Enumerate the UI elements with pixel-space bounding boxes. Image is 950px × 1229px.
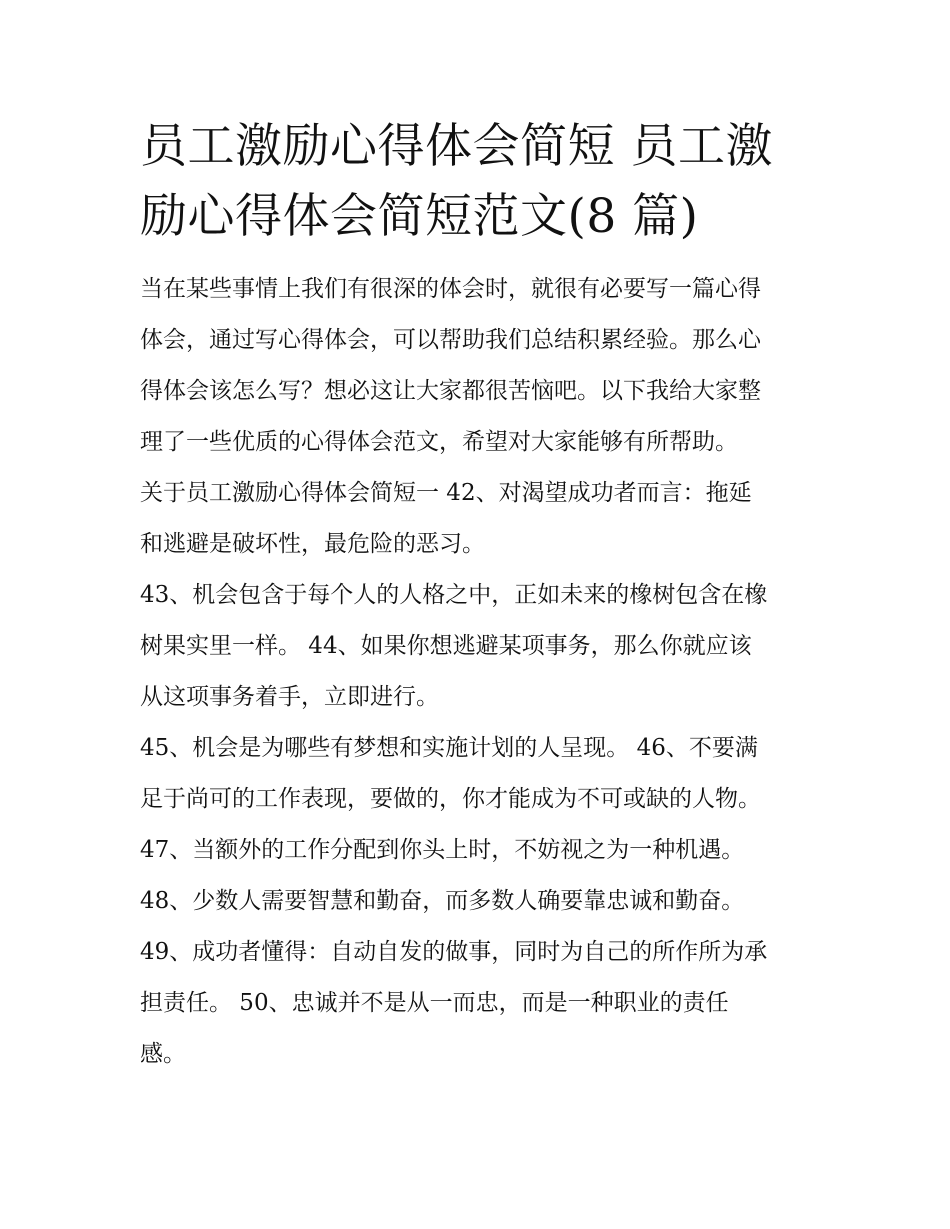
text-line: 足于尚可的工作表现，要做的，你才能成为不可或缺的人物。	[140, 786, 761, 812]
intro-paragraph	[140, 264, 820, 468]
text-line: 49、成功者懂得：自动自发的做事，同时为自己的所作所为承	[140, 939, 768, 965]
document-title	[140, 112, 820, 252]
item-paragraph	[140, 927, 820, 1080]
document-body	[140, 264, 820, 1080]
text-line: 48、少数人需要智慧和勤奋，而多数人确要靠忠诚和勤奋。	[140, 888, 745, 914]
section-paragraph	[140, 468, 820, 570]
text-line: 体会，通过写心得体会，可以帮助我们总结积累经验。那么心	[140, 327, 761, 353]
title-line: 员工激励心得体会简短 员工激	[140, 119, 773, 174]
text-line: 43、机会包含于每个人的人格之中，正如未来的橡树包含在橡	[140, 582, 768, 608]
document-page	[140, 112, 820, 1080]
text-line: 当在某些事情上我们有很深的体会时，就很有必要写一篇心得	[140, 276, 761, 302]
text-line: 从这项事务着手，立即进行。	[140, 684, 439, 710]
item-paragraph	[140, 825, 820, 876]
item-paragraph	[140, 876, 820, 927]
text-line: 关于员工激励心得体会简短一 42、对渴望成功者而言：拖延	[140, 480, 752, 506]
text-line: 45、机会是为哪些有梦想和实施计划的人呈现。 46、不要满	[140, 735, 758, 761]
text-line: 理了一些优质的心得体会范文，希望对大家能够有所帮助。	[140, 429, 738, 455]
title-line: 励心得体会简短范文(8 篇)	[140, 189, 699, 244]
text-line: 得体会该怎么写？想必这让大家都很苦恼吧。以下我给大家整	[140, 378, 761, 404]
item-paragraph	[140, 570, 820, 723]
item-paragraph	[140, 723, 820, 825]
text-line: 树果实里一样。 44、如果你想逃避某项事务，那么你就应该	[140, 633, 752, 659]
text-line: 47、当额外的工作分配到你头上时，不妨视之为一种机遇。	[140, 837, 745, 863]
text-line: 担责任。 50、忠诚并不是从一而忠，而是一种职业的责任	[140, 990, 729, 1016]
text-line: 和逃避是破坏性，最危险的恶习。	[140, 531, 485, 557]
text-line: 感。	[140, 1041, 186, 1067]
